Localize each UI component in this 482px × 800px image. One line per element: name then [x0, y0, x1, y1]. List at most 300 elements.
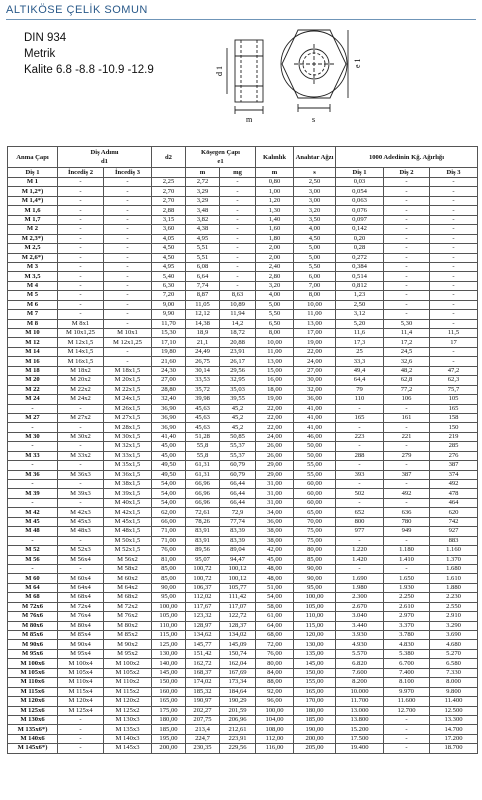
table-cell: 5,00: [256, 300, 294, 309]
table-cell: -: [220, 187, 256, 196]
table-cell: -: [58, 725, 104, 734]
table-cell: 1,60: [256, 225, 294, 234]
table-cell: 83,91: [186, 527, 220, 536]
table-cell: 4,50: [152, 253, 186, 262]
table-cell: 502: [336, 489, 384, 498]
table-row: [8, 602, 478, 611]
table-cell: -: [58, 744, 104, 753]
table-cell: -: [384, 300, 430, 309]
table-cell: 61,31: [186, 470, 220, 479]
table-cell: M 120x2: [104, 697, 152, 706]
table-cell: -: [104, 281, 152, 290]
table-cell: M 95x4: [58, 649, 104, 658]
table-cell: 60,79: [220, 470, 256, 479]
table-cell: M 39x3: [58, 489, 104, 498]
table-cell: 4,50: [294, 234, 336, 243]
table-cell: M 110x4: [58, 678, 104, 687]
table-cell: -: [104, 215, 152, 224]
table-cell: 2,72: [186, 178, 220, 187]
table-cell: 134,62: [186, 631, 220, 640]
table-cell: 27,00: [152, 376, 186, 385]
cell-size: M 39: [8, 489, 58, 498]
table-cell: 464: [430, 498, 478, 507]
table-cell: -: [104, 262, 152, 271]
table-row: [8, 451, 478, 460]
table-cell: M 145x3: [104, 744, 152, 753]
table-cell: 3.440: [336, 621, 384, 630]
table-cell: 90,00: [152, 583, 186, 592]
table-cell: M 72x4: [58, 602, 104, 611]
table-cell: -: [430, 357, 478, 366]
table-cell: -: [58, 442, 104, 451]
table-cell: 13.000: [336, 706, 384, 715]
table-cell: M 36x3: [58, 470, 104, 479]
table-cell: 20,88: [220, 338, 256, 347]
subheader-mg: mg: [220, 168, 256, 178]
table-cell: 949: [384, 527, 430, 536]
subheader-weight-2: Diş 2: [384, 168, 430, 178]
table-cell: 18,00: [256, 385, 294, 394]
table-cell: 92,00: [256, 687, 294, 696]
table-cell: 32,95: [220, 376, 256, 385]
table-cell: 168,37: [186, 668, 220, 677]
table-cell: M 100x4: [58, 659, 104, 668]
table-cell: 100,12: [220, 564, 256, 573]
table-cell: 288: [336, 451, 384, 460]
table-cell: 2.610: [384, 602, 430, 611]
table-cell: 185,32: [186, 687, 220, 696]
table-row: [8, 357, 478, 366]
table-cell: 0,80: [256, 178, 294, 187]
table-row: [8, 574, 478, 583]
table-cell: 32,6: [384, 357, 430, 366]
table-cell: 66,96: [186, 480, 220, 489]
cell-size: M 24: [8, 395, 58, 404]
table-cell: 2.970: [384, 612, 430, 621]
table-cell: 1.180: [384, 546, 430, 555]
table-cell: -: [220, 215, 256, 224]
table-cell: 145,77: [186, 640, 220, 649]
table-row: [8, 178, 478, 187]
table-row: [8, 262, 478, 271]
subheader-m-thickness: m: [256, 168, 294, 178]
table-cell: -: [58, 234, 104, 243]
table-cell: 45,00: [256, 555, 294, 564]
table-cell: 7.400: [384, 668, 430, 677]
table-cell: 94,47: [220, 555, 256, 564]
table-cell: -: [104, 310, 152, 319]
table-cell: 48,00: [256, 574, 294, 583]
table-cell: 54,00: [256, 593, 294, 602]
table-cell: 66,44: [220, 480, 256, 489]
table-cell: 478: [430, 489, 478, 498]
table-cell: M 20x2: [58, 376, 104, 385]
table-cell: -: [384, 206, 430, 215]
table-cell: 41,40: [152, 432, 186, 441]
table-cell: -: [430, 310, 478, 319]
table-cell: M 40x1,5: [104, 498, 152, 507]
table-cell: 3.290: [430, 621, 478, 630]
table-cell: -: [58, 423, 104, 432]
table-cell: M 100x2: [104, 659, 152, 668]
table-row: [8, 706, 478, 715]
table-cell: 223: [336, 432, 384, 441]
cell-size: M 12: [8, 338, 58, 347]
table-cell: M 18x2: [58, 366, 104, 375]
header-kosegen: Köşegen Çapı e1: [186, 147, 256, 168]
table-cell: 202,27: [186, 706, 220, 715]
table-cell: 11.400: [430, 697, 478, 706]
table-cell: 0,20: [336, 234, 384, 243]
table-cell: 492: [430, 480, 478, 489]
cell-size: -: [8, 564, 58, 573]
table-cell: -: [58, 536, 104, 545]
table-cell: M 12x1,25: [104, 338, 152, 347]
table-cell: 1.650: [384, 574, 430, 583]
table-cell: 45,00: [152, 442, 186, 451]
table-cell: M 10x1,25: [58, 329, 104, 338]
table-cell: 207,75: [186, 715, 220, 724]
thread-label: Metrik: [24, 48, 56, 60]
table-cell: M 68x4: [58, 593, 104, 602]
header-kalinlik: Kalınlık: [256, 147, 294, 168]
cell-size: M 110x6: [8, 678, 58, 687]
cell-size: M 2: [8, 225, 58, 234]
table-cell: 83,39: [220, 536, 256, 545]
table-cell: M 110x2: [104, 678, 152, 687]
table-cell: 24,49: [186, 347, 220, 356]
nut-side-view: [227, 40, 263, 114]
table-cell: 31,00: [256, 489, 294, 498]
table-cell: M 12x1,5: [58, 338, 104, 347]
table-cell: M 105x2: [104, 668, 152, 677]
table-cell: 112,02: [186, 593, 220, 602]
table-cell: 79: [336, 385, 384, 394]
table-row: [8, 300, 478, 309]
table-cell: 36,90: [152, 413, 186, 422]
table-cell: 4,95: [186, 234, 220, 243]
table-cell: M 36x1,5: [104, 470, 152, 479]
table-cell: 123,32: [186, 612, 220, 621]
subheader-weight-3: Diş 3: [430, 168, 478, 178]
table-cell: 201,59: [220, 706, 256, 715]
table-cell: 100,00: [294, 593, 336, 602]
table-cell: -: [58, 480, 104, 489]
table-cell: 45,63: [186, 413, 220, 422]
cell-size: M 2,3*): [8, 234, 58, 243]
table-cell: 33,53: [186, 376, 220, 385]
table-cell: -: [220, 225, 256, 234]
table-row: [8, 593, 478, 602]
table-cell: 89,56: [186, 546, 220, 555]
table-cell: 45,00: [152, 451, 186, 460]
table-cell: 1.690: [336, 574, 384, 583]
cell-size: M 22: [8, 385, 58, 394]
table-cell: 85,00: [294, 555, 336, 564]
table-cell: -: [384, 281, 430, 290]
table-cell: 38,00: [256, 527, 294, 536]
table-cell: -: [336, 442, 384, 451]
table-cell: -: [430, 178, 478, 187]
header-anahtar: Anahtar Ağzı: [294, 147, 336, 168]
table-cell: 22,00: [256, 413, 294, 422]
table-cell: 19,00: [256, 395, 294, 404]
table-cell: 4,38: [186, 225, 220, 234]
table-cell: 17.200: [430, 734, 478, 743]
table-cell: M 80x2: [104, 621, 152, 630]
table-cell: 75,00: [294, 527, 336, 536]
table-cell: -: [220, 178, 256, 187]
table-cell: 106: [384, 395, 430, 404]
table-cell: M 90x2: [104, 640, 152, 649]
table-cell: 100,12: [220, 574, 256, 583]
table-row: [8, 640, 478, 649]
table-cell: M 56x2: [104, 555, 152, 564]
table-cell: 0,384: [336, 262, 384, 271]
table-cell: 100,72: [186, 564, 220, 573]
table-cell: 65,00: [294, 508, 336, 517]
table-cell: 800: [336, 517, 384, 526]
table-cell: 8,87: [186, 291, 220, 300]
table-cell: 0,03: [336, 178, 384, 187]
table-cell: 285: [430, 442, 478, 451]
table-cell: 1,80: [256, 234, 294, 243]
table-cell: M 68x2: [104, 593, 152, 602]
table-cell: 1,23: [336, 291, 384, 300]
table-cell: 5,20: [336, 319, 384, 328]
table-cell: 120,00: [294, 631, 336, 640]
table-cell: 1.420: [336, 555, 384, 564]
table-row: [8, 376, 478, 385]
cell-size: M 30: [8, 432, 58, 441]
table-cell: 17: [430, 338, 478, 347]
table-cell: 14,2: [220, 319, 256, 328]
table-cell: -: [384, 404, 430, 413]
table-cell: 19,80: [152, 347, 186, 356]
cell-size: M 68: [8, 593, 58, 602]
table-cell: 276: [430, 451, 478, 460]
table-cell: -: [104, 357, 152, 366]
table-cell: 0,076: [336, 206, 384, 215]
table-cell: 3.690: [430, 631, 478, 640]
table-cell: 11,05: [186, 300, 220, 309]
table-cell: -: [58, 461, 104, 470]
table-cell: 3,00: [294, 196, 336, 205]
table-cell: M 30x2: [58, 432, 104, 441]
table-cell: -: [104, 187, 152, 196]
table-cell: -: [58, 300, 104, 309]
table-cell: 55,37: [220, 442, 256, 451]
table-cell: 90,00: [294, 564, 336, 573]
cell-size: M 1,4*): [8, 196, 58, 205]
table-row: [8, 404, 478, 413]
table-cell: 54,00: [152, 480, 186, 489]
table-row: [8, 612, 478, 621]
table-cell: 140,00: [152, 659, 186, 668]
table-row: [8, 423, 478, 432]
table-cell: M 140x3: [104, 734, 152, 743]
table-cell: M 80x4: [58, 621, 104, 630]
table-cell: 184,64: [220, 687, 256, 696]
table-cell: 393: [336, 470, 384, 479]
table-cell: 14,38: [186, 319, 220, 328]
table-cell: -: [58, 196, 104, 205]
table-cell: 2,70: [152, 196, 186, 205]
table-cell: M 64x2: [104, 583, 152, 592]
table-cell: 89,04: [220, 546, 256, 555]
label-m: m: [246, 115, 253, 124]
table-cell: 4,50: [152, 244, 186, 253]
table-cell: 29,00: [256, 461, 294, 470]
table-cell: M 27x2: [58, 413, 104, 422]
table-cell: 2.230: [430, 593, 478, 602]
cell-size: M 16: [8, 357, 58, 366]
table-cell: 72,9: [220, 508, 256, 517]
table-cell: -: [104, 196, 152, 205]
table-row: [8, 687, 478, 696]
table-cell: 27,00: [294, 366, 336, 375]
table-cell: 61,00: [256, 612, 294, 621]
table-cell: -: [104, 347, 152, 356]
table-cell: 115,00: [294, 621, 336, 630]
table-cell: -: [384, 234, 430, 243]
table-cell: M 22x1,5: [104, 385, 152, 394]
table-cell: -: [384, 291, 430, 300]
table-cell: 85,00: [152, 564, 186, 573]
table-row: [8, 678, 478, 687]
table-cell: 8.000: [430, 678, 478, 687]
table-cell: 80,00: [256, 659, 294, 668]
table-cell: M 85x4: [58, 631, 104, 640]
table-cell: 62,00: [152, 508, 186, 517]
table-cell: 115,00: [152, 631, 186, 640]
table-cell: M 27x1,5: [104, 413, 152, 422]
table-row: [8, 734, 478, 743]
table-cell: 81,00: [152, 555, 186, 564]
table-cell: 21,1: [186, 338, 220, 347]
table-cell: 134,02: [220, 631, 256, 640]
table-cell: 111,42: [220, 593, 256, 602]
table-cell: 387: [430, 461, 478, 470]
table-cell: 13.800: [336, 715, 384, 724]
cell-size: M 64: [8, 583, 58, 592]
table-cell: 76,00: [152, 546, 186, 555]
table-cell: 96,00: [256, 697, 294, 706]
table-cell: M 20x1,5: [104, 376, 152, 385]
table-cell: M 45x1,5: [104, 517, 152, 526]
table-cell: 170,00: [294, 697, 336, 706]
table-cell: 195,00: [152, 734, 186, 743]
table-cell: 26,17: [220, 357, 256, 366]
table-cell: 0,063: [336, 196, 384, 205]
table-cell: 26,00: [256, 451, 294, 460]
table-cell: 2.670: [336, 602, 384, 611]
label-e1: e 1: [353, 58, 362, 68]
cell-size: M 6: [8, 300, 58, 309]
table-cell: -: [384, 715, 430, 724]
table-cell: 1,00: [256, 187, 294, 196]
table-cell: 39,98: [186, 395, 220, 404]
cell-size: M 145x6*): [8, 744, 58, 753]
table-cell: -: [384, 442, 430, 451]
table-cell: 5,40: [152, 272, 186, 281]
table-cell: 174,02: [186, 678, 220, 687]
table-cell: 13,00: [294, 319, 336, 328]
table-cell: 116,00: [256, 744, 294, 753]
table-cell: -: [430, 262, 478, 271]
table-row: [8, 555, 478, 564]
table-row: [8, 546, 478, 555]
table-cell: 1.930: [384, 583, 430, 592]
table-cell: 83,91: [186, 536, 220, 545]
table-cell: M 42x3: [58, 508, 104, 517]
table-cell: 77,74: [220, 517, 256, 526]
table-cell: -: [430, 225, 478, 234]
table-cell: -: [384, 272, 430, 281]
table-cell: 75,00: [294, 536, 336, 545]
table-cell: M 60x4: [58, 574, 104, 583]
table-cell: 125,00: [152, 640, 186, 649]
table-cell: 35,03: [220, 385, 256, 394]
table-cell: -: [220, 234, 256, 243]
header-d2: d2: [152, 147, 186, 168]
table-cell: 151,42: [186, 649, 220, 658]
table-cell: 200,00: [294, 734, 336, 743]
table-cell: 219: [430, 432, 478, 441]
table-cell: 1,40: [256, 215, 294, 224]
table-cell: 95,00: [294, 583, 336, 592]
table-cell: 24,5: [384, 347, 430, 356]
table-cell: 4.830: [384, 640, 430, 649]
table-cell: 18.700: [430, 744, 478, 753]
table-cell: 45,63: [186, 423, 220, 432]
table-cell: 2,00: [256, 244, 294, 253]
table-row: [8, 508, 478, 517]
table-row: [8, 631, 478, 640]
table-cell: -: [336, 480, 384, 489]
table-cell: 4,95: [152, 262, 186, 271]
table-cell: 155,00: [294, 678, 336, 687]
table-cell: -: [430, 253, 478, 262]
table-cell: 49,50: [152, 470, 186, 479]
table-cell: M 76x4: [58, 612, 104, 621]
table-cell: 105,00: [152, 612, 186, 621]
table-cell: 19,00: [294, 338, 336, 347]
table-cell: 160,00: [152, 687, 186, 696]
table-cell: -: [104, 178, 152, 187]
table-cell: 780: [384, 517, 430, 526]
table-cell: 158: [430, 413, 478, 422]
table-cell: M 14x1,5: [58, 347, 104, 356]
table-cell: M 52x3: [58, 546, 104, 555]
table-cell: 2,88: [152, 206, 186, 215]
table-cell: 85,00: [152, 574, 186, 583]
table-cell: 71,00: [152, 527, 186, 536]
table-cell: 1.160: [430, 546, 478, 555]
table-cell: M 130x3: [104, 715, 152, 724]
table-cell: 55,37: [220, 451, 256, 460]
subheader-s: s: [294, 168, 336, 178]
table-cell: 883: [430, 536, 478, 545]
table-cell: 108,00: [256, 725, 294, 734]
table-cell: 51,00: [256, 583, 294, 592]
table-cell: 9,90: [152, 310, 186, 319]
table-cell: -: [104, 206, 152, 215]
cell-size: M 130x6: [8, 715, 58, 724]
table-cell: M 10x1: [104, 329, 152, 338]
table-cell: 17,3: [336, 338, 384, 347]
table-cell: 34,00: [256, 508, 294, 517]
